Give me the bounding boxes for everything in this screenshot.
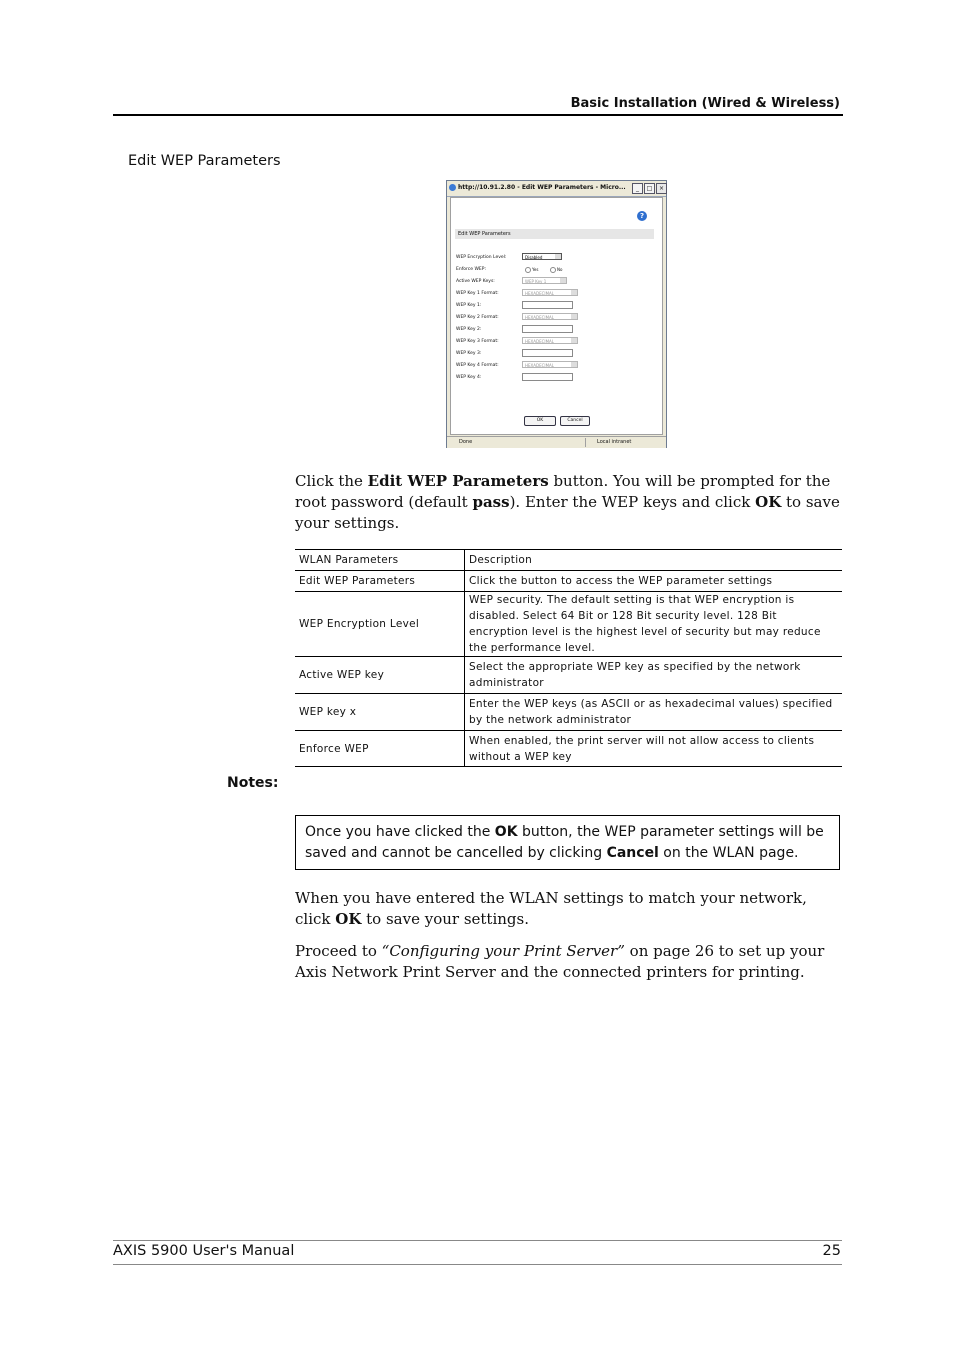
para3-text-1: Proceed to <box>295 942 382 960</box>
table-cell-description: Click the button to access the WEP parameter settings <box>465 571 843 592</box>
note-bold-ok: OK <box>494 824 518 840</box>
cross-reference-link[interactable]: “Configuring your Print Server” <box>381 942 625 960</box>
enforce-yes-label: Yes <box>532 267 539 272</box>
para3-text-2: on page 26 to set up your Axis Network Print Server and the connected printers for printing. <box>295 942 825 981</box>
figure-caption: Edit WEP Parameters <box>128 153 281 169</box>
window-content <box>450 197 663 435</box>
enforce-no-label: No <box>557 267 563 272</box>
key4-input[interactable] <box>522 373 573 381</box>
browser-window-screenshot <box>446 180 667 448</box>
table-cell-description: Enter the WEP keys (as ASCII or as hexadecimal values) specified by the network administrator <box>465 694 843 731</box>
chevron-down-icon <box>571 314 577 319</box>
notes-heading: Notes: <box>227 775 279 791</box>
ie-icon <box>449 184 456 191</box>
note-text-2: button, the WEP parameter settings will be saved and cannot be cancelled by clicking <box>305 824 824 861</box>
key4-format-select[interactable] <box>522 361 578 368</box>
footer-rule-top <box>113 1240 842 1241</box>
ok-button[interactable]: OK <box>524 416 556 426</box>
status-bar <box>447 436 666 448</box>
para2-text-2: to save your settings. <box>361 910 529 928</box>
key1-format-value: HEXADECIMAL <box>525 291 555 296</box>
active-keys-select[interactable] <box>522 277 567 284</box>
table-cell-description: When enabled, the print server will not allow access to clients without a WEP key <box>465 731 843 767</box>
intro-paragraph <box>295 471 843 534</box>
cancel-button[interactable]: Cancel <box>560 416 590 426</box>
encryption-level-value: Disabled <box>525 255 543 260</box>
key1-input[interactable] <box>522 301 573 309</box>
table-cell-parameter: Enforce WEP <box>295 731 465 767</box>
enforce-yes-radio[interactable] <box>525 267 531 273</box>
chevron-down-icon <box>555 254 561 259</box>
note-box <box>295 815 840 870</box>
minimize-icon[interactable]: _ <box>632 183 643 194</box>
key1-label: WEP Key 1: <box>456 303 482 308</box>
chevron-down-icon <box>571 338 577 343</box>
key3-format-label: WEP Key 3 Format: <box>456 339 499 344</box>
table-cell-description: WEP security. The default setting is that WEP encryption is disabled. Select 64 Bit or 128 Bit security level. 128 Bit encryption level is the highest level of security but may reduce the performance level. <box>465 592 843 657</box>
key3-label: WEP Key 3: <box>456 351 482 356</box>
key2-input[interactable] <box>522 325 573 333</box>
table-header-cell: WLAN Parameters <box>295 550 465 571</box>
encryption-level-label: WEP Encryption Level: <box>456 255 507 260</box>
proceed-paragraph <box>295 941 843 983</box>
key1-format-select[interactable] <box>522 289 578 296</box>
table-cell-parameter: Active WEP key <box>295 657 465 694</box>
window-title: http://10.91.2.80 - Edit WEP Parameters - Micro... <box>458 184 626 191</box>
key3-input[interactable] <box>522 349 573 357</box>
key1-format-label: WEP Key 1 Format: <box>456 291 499 296</box>
intro-text-4: to save your settings. <box>295 493 840 532</box>
note-text-3: on the WLAN page. <box>658 845 799 861</box>
enforce-wep-label: Enforce WEP: <box>456 267 486 272</box>
intro-bold-ok: OK <box>755 493 782 511</box>
table-cell-description: Select the appropriate WEP key as specified by the network administrator <box>465 657 843 694</box>
running-header: Basic Installation (Wired & Wireless) <box>570 96 840 111</box>
table-row <box>295 694 842 731</box>
help-icon[interactable]: ? <box>637 211 647 221</box>
wlan-parameters-table <box>295 549 842 767</box>
table-row <box>295 657 842 694</box>
para2-text-1: When you have entered the WLAN settings to match your network, click <box>295 889 807 928</box>
table-cell-parameter: Edit WEP Parameters <box>295 571 465 592</box>
security-zone-text: Local intranet <box>597 439 632 445</box>
save-settings-paragraph <box>295 888 843 930</box>
maximize-icon[interactable]: □ <box>644 183 655 194</box>
key4-label: WEP Key 4: <box>456 375 482 380</box>
footer-manual-title: AXIS 5900 User's Manual <box>113 1243 295 1259</box>
key3-format-value: HEXADECIMAL <box>525 339 555 344</box>
para2-bold-ok: OK <box>335 910 362 928</box>
page-number: 25 <box>822 1243 841 1259</box>
window-titlebar <box>447 181 666 197</box>
form-heading: Edit WEP Parameters <box>455 229 654 239</box>
footer-rule-bottom <box>113 1264 842 1265</box>
intro-bold-button-name: Edit WEP Parameters <box>367 472 549 490</box>
table-row <box>295 592 842 657</box>
status-text: Done <box>459 439 473 445</box>
table-header-cell: Description <box>465 550 843 571</box>
key2-format-value: HEXADECIMAL <box>525 315 555 320</box>
key3-format-select[interactable] <box>522 337 578 344</box>
header-rule <box>113 114 843 116</box>
enforce-no-radio[interactable] <box>550 267 556 273</box>
chevron-down-icon <box>571 362 577 367</box>
table-header-row <box>295 550 842 571</box>
note-bold-cancel: Cancel <box>606 845 659 861</box>
key4-format-label: WEP Key 4 Format: <box>456 363 499 368</box>
key4-format-value: HEXADECIMAL <box>525 363 555 368</box>
active-keys-label: Active WEP Keys: <box>456 279 495 284</box>
key2-format-select[interactable] <box>522 313 578 320</box>
table-cell-parameter: WEP Encryption Level <box>295 592 465 657</box>
table-row <box>295 731 842 767</box>
encryption-level-select[interactable] <box>522 253 562 260</box>
note-text-1: Once you have clicked the <box>305 824 495 840</box>
chevron-down-icon <box>560 278 566 283</box>
intro-text-2: button. You will be prompted for the root password (default <box>295 472 831 511</box>
intro-text-1: Click the <box>295 472 368 490</box>
status-divider <box>585 438 586 447</box>
close-icon[interactable]: × <box>656 183 667 194</box>
key2-label: WEP Key 2: <box>456 327 482 332</box>
key2-format-label: WEP Key 2 Format: <box>456 315 499 320</box>
intro-bold-password: pass <box>472 493 510 511</box>
table-row <box>295 571 842 592</box>
active-keys-value: WEP Key 1 <box>525 279 547 284</box>
intro-text-3: ). Enter the WEP keys and click <box>509 493 756 511</box>
chevron-down-icon <box>571 290 577 295</box>
table-cell-parameter: WEP key x <box>295 694 465 731</box>
